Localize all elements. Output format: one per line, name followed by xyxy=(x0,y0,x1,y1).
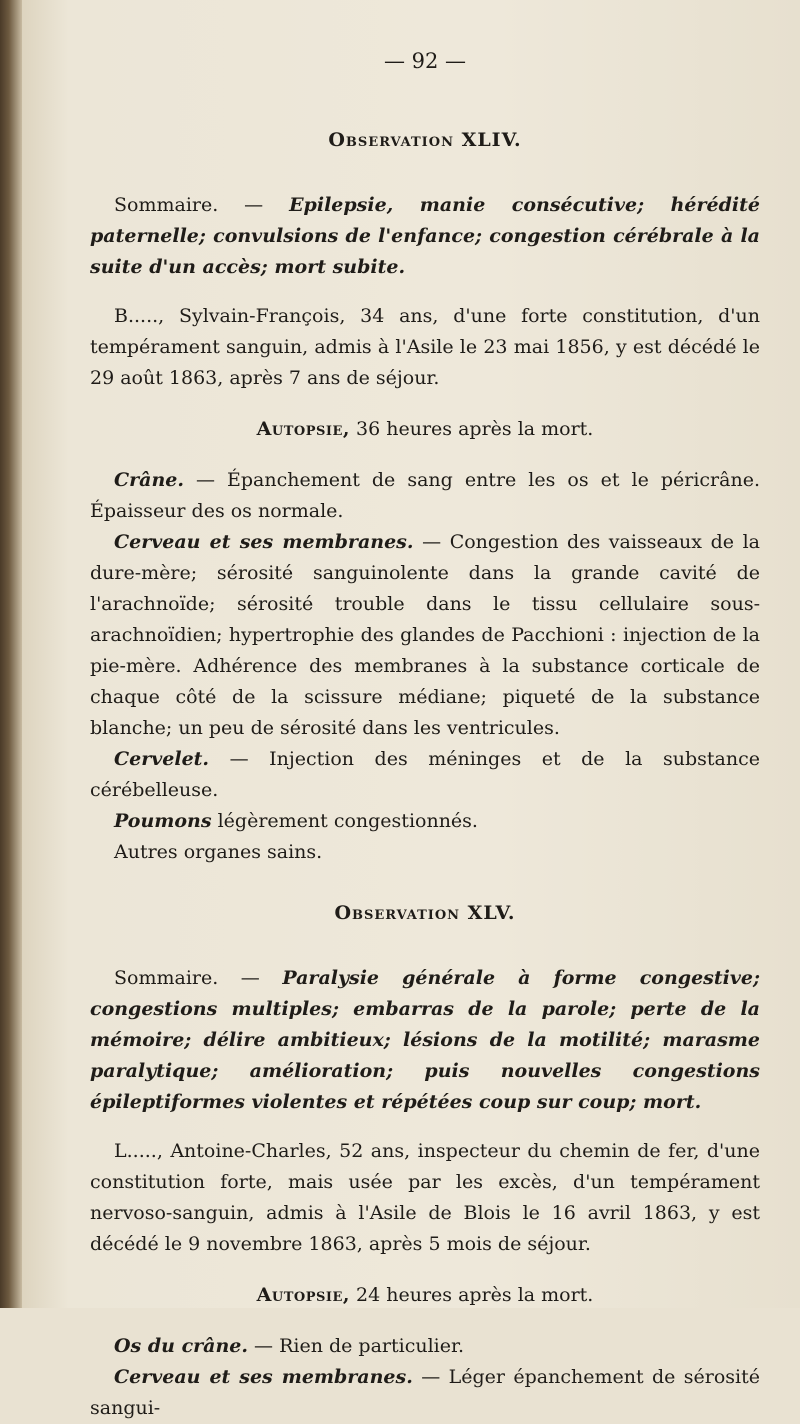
summary-label: Sommaire. — xyxy=(114,967,260,989)
autopsie-heading xyxy=(90,1280,760,1311)
page-content xyxy=(90,46,760,1424)
summary-text: Epilepsie, manie consécutive; hérédité paternelle; convulsions de l'enfance; congestion cérébrale à la suite d'un accès; mort subite. xyxy=(90,194,760,278)
finding-paragraph xyxy=(90,465,760,527)
finding-paragraph xyxy=(90,1362,760,1424)
finding-paragraph xyxy=(90,837,760,868)
finding-paragraph xyxy=(90,806,760,837)
summary-text: Paralysie générale à forme congestive; congestions multiples; embarras de la parole; perte de la mémoire; délire ambitieux; lésions de la motilité; marasme paralytique; amélioration; puis nouvelles congestions épileptiformes violentes et répétées coup sur coup; mort. xyxy=(90,967,760,1113)
book-page xyxy=(22,0,800,1419)
autopsie-label: Autopsie, xyxy=(256,418,350,440)
summary-label: Sommaire. — xyxy=(114,194,264,216)
patient-paragraph: B....., Sylvain-François, 34 ans, d'une forte constitution, d'un tempérament sanguin, admis à l'Asile le 23 mai 1856, y est décédé le 29 août 1863, après 7 ans de séjour. xyxy=(90,305,760,389)
finding-text: légèrement congestionnés. xyxy=(211,810,478,832)
summary-paragraph xyxy=(90,963,760,1118)
autopsie-timing: 24 heures après la mort. xyxy=(356,1284,594,1306)
finding-text: — Léger épanchement de sérosité sangui- xyxy=(90,1366,760,1419)
finding-paragraph xyxy=(90,744,760,806)
autopsie-timing: 36 heures après la mort. xyxy=(356,418,594,440)
observation-title: Observation XLIV. xyxy=(328,129,522,151)
finding-text: Autres organes sains. xyxy=(114,841,323,863)
finding-text: — Épanchement de sang entre les os et le péricrâne. Épaisseur des os normale. xyxy=(90,469,760,522)
observation-44 xyxy=(90,125,760,868)
observation-title: Observation XLV. xyxy=(334,902,516,924)
observation-45 xyxy=(90,898,760,1424)
book-binding xyxy=(0,0,22,1308)
finding-term: Os du crâne. xyxy=(114,1335,248,1357)
finding-paragraph xyxy=(90,527,760,744)
autopsie-label: Autopsie, xyxy=(256,1284,350,1306)
finding-term: Cerveau et ses membranes. xyxy=(114,531,414,553)
finding-term: Cerveau et ses membranes. xyxy=(114,1366,413,1388)
page-number: — 92 — xyxy=(383,49,467,73)
section-gap xyxy=(90,868,760,898)
finding-text: — Congestion des vaisseaux de la dure-mère; sérosité sanguinolente dans la grande cavité de l'arachnoïde; sérosité trouble dans le tissu cellulaire sous-arachnoïdien; hypertrophie des glandes de Pacchioni : injection de la pie-mère. Adhérence des membranes à la substance corticale de chaque côté de la scissure médiane; piqueté de la substance blanche; un peu de sérosité dans les ventricules. xyxy=(90,531,760,739)
finding-paragraph xyxy=(90,1331,760,1362)
summary-paragraph xyxy=(90,190,760,283)
finding-term: Poumons xyxy=(114,810,212,832)
finding-text: — Injection des méninges et de la substance cérébelleuse. xyxy=(90,748,760,801)
finding-term: Cervelet. xyxy=(114,748,210,770)
finding-term: Crâne. xyxy=(114,469,184,491)
finding-text: — Rien de particulier. xyxy=(247,1335,465,1357)
autopsie-heading xyxy=(90,414,760,445)
patient-paragraph: L....., Antoine-Charles, 52 ans, inspecteur du chemin de fer, d'une constitution forte, mais usée par les excès, d'un tempérament nervoso-sanguin, admis à l'Asile de Blois le 16 avril 1863, y est décédé le 9 novembre 1863, après 5 mois de séjour. xyxy=(90,1140,760,1255)
